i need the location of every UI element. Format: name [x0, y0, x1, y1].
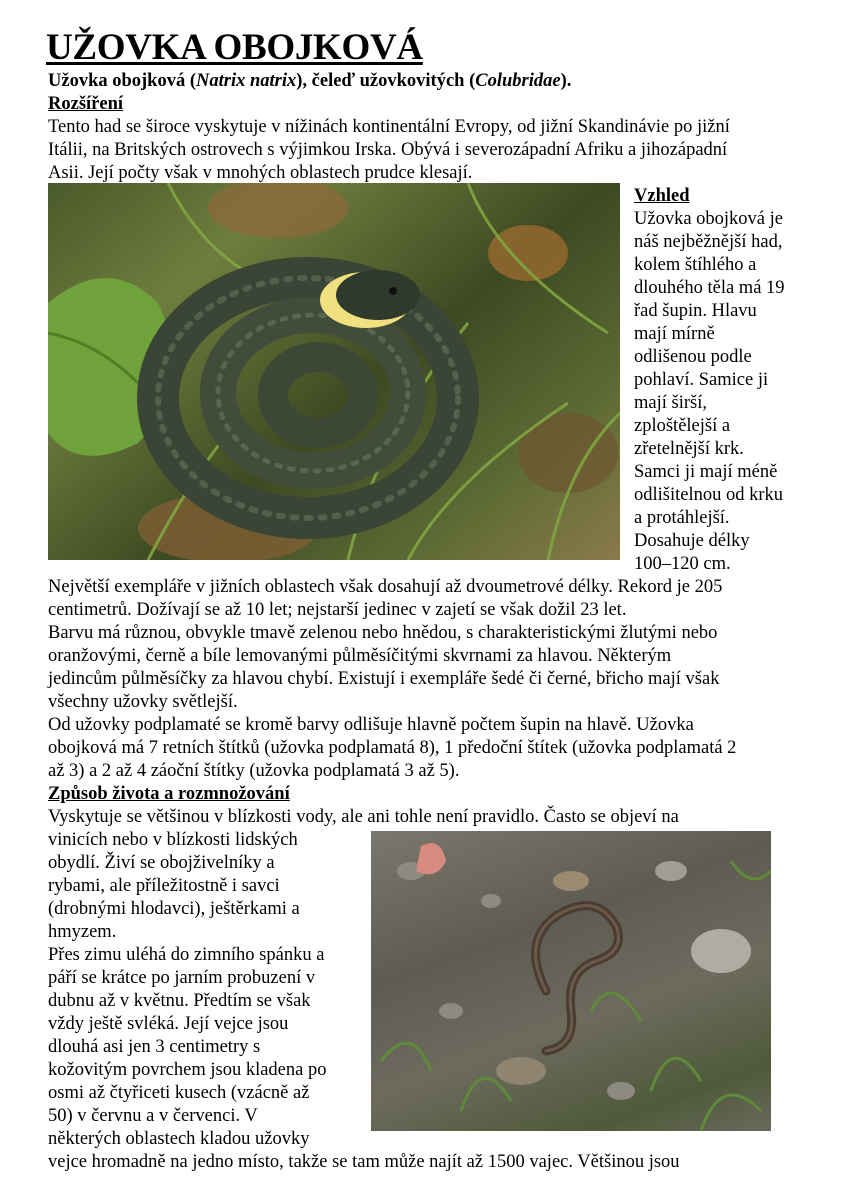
side-line: hmyzem.: [48, 922, 117, 942]
paragraph-line: centimetrů. Dožívají se až 10 let; nejstarší jedinec v zajetí se však dožil 23 let.: [48, 600, 627, 620]
side-line: pohlaví. Samice ji: [634, 370, 769, 390]
section-heading-rozsireni: Rozšíření: [48, 94, 124, 114]
side-line: dubnu až v květnu. Předtím se však: [48, 991, 311, 1011]
side-line: osmi až čtyřiceti kusech (vzácně až: [48, 1083, 310, 1103]
intro-middle: ), čeleď užovkovitých (: [296, 71, 476, 91]
side-line: mají mírně: [634, 324, 715, 344]
side-line: kolem štíhlého a: [634, 255, 757, 275]
side-line: páří se krátce po jarním probuzení v: [48, 968, 316, 988]
side-line: dlouhého těla má 19: [634, 278, 785, 298]
young-snake-photo: [371, 831, 771, 1131]
paragraph-line: Od užovky podplamaté se kromě barvy odlišuje hlavně počtem šupin na hlavě. Užovka: [48, 715, 694, 735]
grass-snake-illustration: [48, 183, 620, 560]
grass-snake-photo: [48, 183, 620, 560]
paragraph-line: až 3) a 2 až 4 záoční štítky (užovka podplamatá 3 až 5).: [48, 761, 460, 781]
side-line: rybami, ale příležitostně i savci: [48, 876, 280, 896]
side-line: zřetelnější krk.: [634, 439, 744, 459]
paragraph-line: Asii. Její počty však v mnohých oblastech prudce klesají.: [48, 163, 473, 183]
paragraph-line: Největší exempláře v jižních oblastech však dosahují až dvoumetrové délky. Rekord je 205: [48, 577, 723, 597]
page-title: UŽOVKA OBOJKOVÁ: [46, 27, 423, 68]
side-line: kožovitým povrchem jsou kladena po: [48, 1060, 327, 1080]
side-line: dlouhá asi jen 3 centimetry s: [48, 1037, 261, 1057]
paragraph-line: Vyskytuje se většinou v blízkosti vody, ale ani tohle není pravidlo. Často se objeví na: [48, 807, 679, 827]
side-line: Samci ji mají méně: [634, 462, 778, 482]
side-line: mají širší,: [634, 393, 707, 413]
intro-prefix: Užovka obojková (: [48, 71, 197, 91]
side-line: Dosahuje délky: [634, 531, 750, 551]
side-line: odlišitelnou od krku: [634, 485, 784, 505]
paragraph-line: vejce hromadně na jedno místo, takže se tam může najít až 1500 vajec. Většinou jsou: [48, 1152, 680, 1172]
side-line: (drobnými hlodavci), ještěrkami a: [48, 899, 300, 919]
paragraph-line: všechny užovky světlejší.: [48, 692, 238, 712]
intro-latin-name: Natrix natrix: [196, 71, 297, 91]
side-line: obydlí. Živí se obojživelníky a: [48, 853, 275, 873]
intro-line: [48, 70, 571, 93]
side-line: zploštělejší a: [634, 416, 731, 436]
paragraph-line: obojková má 7 retních štítků (užovka podplamatá 8), 1 předoční štítek (užovka podplamatá 2: [48, 738, 737, 758]
paragraph-line: jedincům půlměsíčky za hlavou chybí. Existují i exempláře šedé či černé, břicho mají však: [48, 669, 720, 689]
side-line: 100–120 cm.: [634, 554, 731, 574]
paragraph-line: Barvu má různou, obvykle tmavě zelenou nebo hnědou, s charakteristickými žlutými nebo: [48, 623, 718, 643]
paragraph-line: oranžovými, černě a bíle lemovanými půlměsíčitými skvrnami za hlavou. Některým: [48, 646, 672, 666]
intro-suffix: ).: [560, 71, 572, 91]
intro-family-name: Colubridae: [475, 71, 561, 91]
side-line: řad šupin. Hlavu: [634, 301, 757, 321]
side-line: a protáhlejší.: [634, 508, 730, 528]
section-heading-zpusob-zivota: Způsob života a rozmnožování: [48, 784, 290, 804]
side-line: vždy ještě svléká. Její vejce jsou: [48, 1014, 289, 1034]
young-snake-illustration: [371, 831, 771, 1131]
side-line: Přes zimu uléhá do zimního spánku a: [48, 945, 325, 965]
side-line: některých oblastech kladou užovky: [48, 1129, 310, 1149]
side-line: 50) v červnu a v červenci. V: [48, 1106, 258, 1126]
side-line: Užovka obojková je: [634, 209, 783, 229]
side-line: náš nejběžnější had,: [634, 232, 783, 252]
paragraph-line: Tento had se široce vyskytuje v nížinách kontinentální Evropy, od jižní Skandinávie po jižní: [48, 117, 730, 137]
side-line: vinicích nebo v blízkosti lidských: [48, 830, 298, 850]
side-line: odlišenou podle: [634, 347, 752, 367]
paragraph-line: Itálii, na Britských ostrovech s výjimkou Irska. Obývá i severozápadní Afriku a jihozápadní: [48, 140, 728, 160]
section-heading-vzhled: Vzhled: [634, 186, 690, 206]
